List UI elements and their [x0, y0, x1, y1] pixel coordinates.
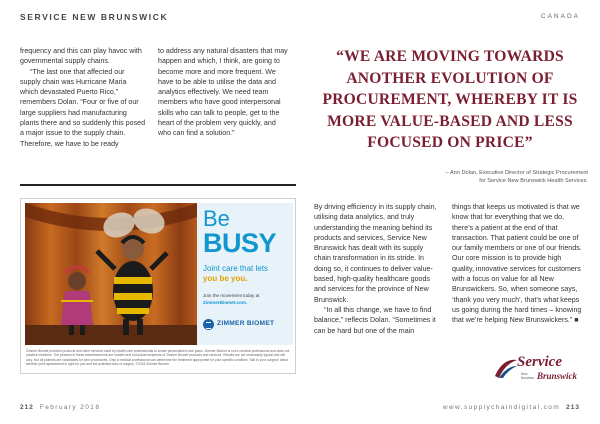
zimmer-biomet-advertisement[interactable] [20, 198, 296, 374]
ad-photo-bee-costume [25, 203, 197, 345]
ad-cta-text: Join the movement today at [203, 293, 260, 298]
logo-service-text: Service [517, 354, 562, 370]
region-label: CANADA [540, 13, 580, 20]
website-link[interactable]: www.supplychaindigital.com [442, 404, 561, 411]
footer-right [443, 404, 580, 411]
logo-nouveau-text: Nouveau [521, 376, 534, 380]
article-column-2 [158, 46, 288, 139]
ad-text-panel [197, 203, 293, 345]
ad-tagline-line1: Joint care that lets [203, 264, 268, 273]
section-title: SERVICE NEW BRUNSWICK [20, 12, 169, 22]
page-number-right: 213 [566, 404, 580, 411]
paragraph: “In all this change, we have to find balance,” reflects Dolan. “Sometimes it can be hard but one of the main [314, 305, 436, 335]
pull-quote: “WE ARE MOVING TOWARDS ANOTHER EVOLUTION OF PROCUREMENT, WHEREBY IT IS MORE VALUE-BASED AND LESS FOCUSED ON PRICE” [322, 48, 578, 151]
page-number-left: 212 [20, 404, 34, 411]
paragraph: to address any natural disasters that may happen and which, I think, are going to become more and more frequent. We have to be able to utilise the data and analytics effectively. We need team members who have good interpersonal skills who can talk to people, get to the heart of the problem very quickly, and who can find a solution.” [158, 47, 288, 138]
logo-new-text: New [521, 372, 528, 376]
paragraph: “The last one that affected our supply chain was Hurricane Maria which devastated Puerto Rico,” remembers Dolan. “Four or five of our large suppliers had manufacturing plants there and so suddenly this posed a major issue to the supply chain. Therefore, we have to be ready [20, 67, 146, 148]
article-column-1 [20, 46, 146, 149]
service-new-brunswick-logo [493, 354, 593, 394]
zimmer-biomet-wordmark: ZIMMER BIOMET [217, 320, 275, 327]
ad-fine-print: Zimmer Biomet provides products and other services used by health care professionals to create personalized care plans. Zimmer Biomet is not a medical professional and does not practice medicine. The persons in these advertisements are models and not actual recipients of Zimmer Biomet products and services. Results are not necessarily typical and will vary. Not all patients are candidates for joint procedures. Only a medical professional can determine the treatment appropriate for your specific condition. Talk to your surgeon about whether joint replacement is right for you and the potential risks of surgery. ©2018 Zimmer Biomet. [26, 349, 290, 367]
attribution-line-2: for Service New Brunswick Health Services. [479, 178, 588, 184]
zimmer-biomet-z-icon [203, 319, 214, 330]
attribution-line-1: – Ann Dolan, Executive Director of Strategic Procurement [445, 170, 588, 176]
section-divider [20, 184, 296, 186]
article-column-3 [314, 202, 440, 336]
ad-headline-be: Be [203, 206, 230, 231]
ad-headline-busy: BUSY [203, 228, 277, 258]
paragraph: By driving efficiency in its supply chain, utilising data analytics, and truly understanding the meaning behind its products and services, Service New Brunswick has dealt with its supply chain transformation in its stride. In doing so, it continues to deliver value-based, high-quality healthcare goods and services for the province of New Brunswick. [314, 203, 437, 304]
issue-date: February 2018 [39, 404, 101, 411]
paragraph: frequency and this can play havoc with governmental supply chains. [20, 47, 142, 66]
logo-brunswick-text: Brunswick [537, 371, 578, 381]
ad-tagline-line2: you be you. [203, 274, 248, 283]
quote-attribution [312, 169, 588, 185]
paragraph: things that keeps us motivated is that we know that for everything that we do, there’s a patient at the end of that transaction. That patient could be one of our family members or one of our friends. Our core mission is to provide high quality, innovative services for customers with a focus on value for all New Brunswickers. So, when someone says, ‘thank you very much’, that’s what keeps us going during the hard times – knowing that we’re helping New Brunswickers.” ■ [452, 203, 582, 325]
zimmer-biomet-logo [203, 318, 289, 332]
swoosh-icon [493, 356, 519, 380]
footer-left [20, 404, 100, 411]
ad-cta-url[interactable]: ZimmerBiomet.com. [203, 300, 248, 305]
article-column-4 [452, 202, 584, 326]
